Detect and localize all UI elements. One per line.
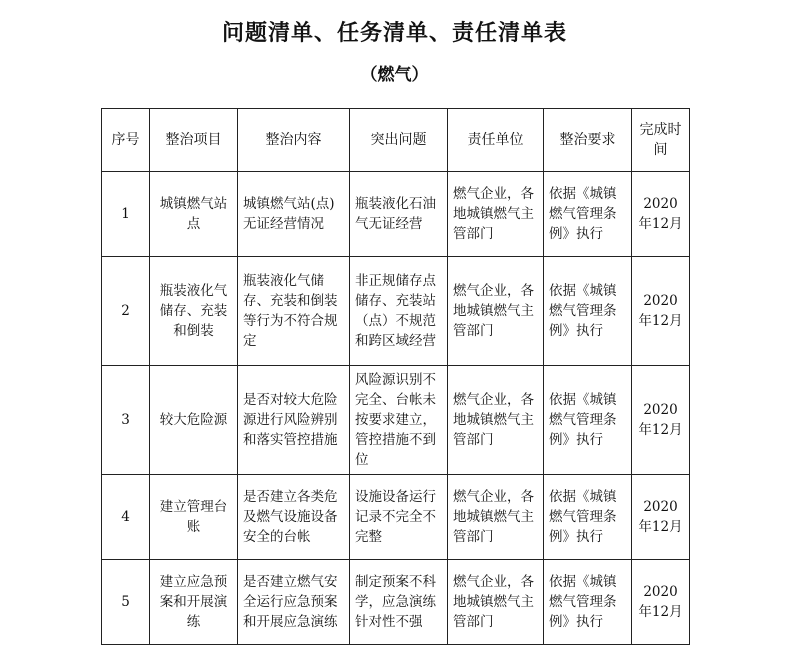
page-title: 问题清单、任务清单、责任清单表 <box>221 21 567 46</box>
cell-requirement: 依据《城镇燃气管理条例》执行 <box>544 366 632 475</box>
cell-deadline: 2020年12月 <box>632 257 690 366</box>
header-problem: 突出问题 <box>350 109 448 172</box>
cell-content: 是否建立各类危及燃气设施设备安全的台帐 <box>238 475 350 560</box>
cell-problem: 设施设备运行记录不完全不完整 <box>350 475 448 560</box>
cell-content: 城镇燃气站(点)无证经营情况 <box>238 172 350 257</box>
cell-item: 瓶装液化气储存、充装和倒装 <box>150 257 238 366</box>
cell-item: 城镇燃气站点 <box>150 172 238 257</box>
header-row <box>102 109 690 172</box>
table-row <box>102 257 690 366</box>
cell-problem: 制定预案不科学，应急演练针对性不强 <box>350 560 448 645</box>
header-seq: 序号 <box>102 109 150 172</box>
cell-deadline: 2020年12月 <box>632 560 690 645</box>
cell-content: 是否对较大危险源进行风险辨别和落实管控措施 <box>238 366 350 475</box>
cell-item: 较大危险源 <box>150 366 238 475</box>
cell-unit: 燃气企业，各地城镇燃气主管部门 <box>448 257 544 366</box>
header-unit: 责任单位 <box>448 109 544 172</box>
cell-item: 建立管理台账 <box>150 475 238 560</box>
header-requirement: 整治要求 <box>544 109 632 172</box>
cell-unit: 燃气企业，各地城镇燃气主管部门 <box>448 475 544 560</box>
table-row <box>102 366 690 475</box>
cell-problem: 非正规储存点储存、充装站（点）不规范和跨区域经营 <box>350 257 448 366</box>
cell-problem: 瓶装液化石油气无证经营 <box>350 172 448 257</box>
cell-seq: 1 <box>102 172 150 257</box>
cell-content: 是否建立燃气安全运行应急预案和开展应急演练 <box>238 560 350 645</box>
cell-requirement: 依据《城镇燃气管理条例》执行 <box>544 560 632 645</box>
cell-seq: 3 <box>102 366 150 475</box>
header-content: 整治内容 <box>238 109 350 172</box>
cell-content: 瓶装液化气储存、充装和倒装等行为不符合规定 <box>238 257 350 366</box>
header-deadline: 完成时间 <box>632 109 690 172</box>
cell-seq: 2 <box>102 257 150 366</box>
cell-problem: 风险源识别不完全、台帐未按要求建立，管控措施不到位 <box>350 366 448 475</box>
cell-deadline: 2020年12月 <box>632 475 690 560</box>
table-row <box>102 172 690 257</box>
cell-requirement: 依据《城镇燃气管理条例》执行 <box>544 172 632 257</box>
cell-unit: 燃气企业，各地城镇燃气主管部门 <box>448 560 544 645</box>
cell-seq: 4 <box>102 475 150 560</box>
table-row <box>102 560 690 645</box>
table-row <box>102 475 690 560</box>
page-subtitle: （燃气） <box>360 65 429 85</box>
cell-unit: 燃气企业，各地城镇燃气主管部门 <box>448 172 544 257</box>
header-item: 整治项目 <box>150 109 238 172</box>
cell-unit: 燃气企业，各地城镇燃气主管部门 <box>448 366 544 475</box>
cell-requirement: 依据《城镇燃气管理条例》执行 <box>544 257 632 366</box>
cell-item: 建立应急预案和开展演练 <box>150 560 238 645</box>
cell-deadline: 2020年12月 <box>632 172 690 257</box>
cell-seq: 5 <box>102 560 150 645</box>
responsibility-table <box>101 108 690 645</box>
cell-requirement: 依据《城镇燃气管理条例》执行 <box>544 475 632 560</box>
cell-deadline: 2020年12月 <box>632 366 690 475</box>
